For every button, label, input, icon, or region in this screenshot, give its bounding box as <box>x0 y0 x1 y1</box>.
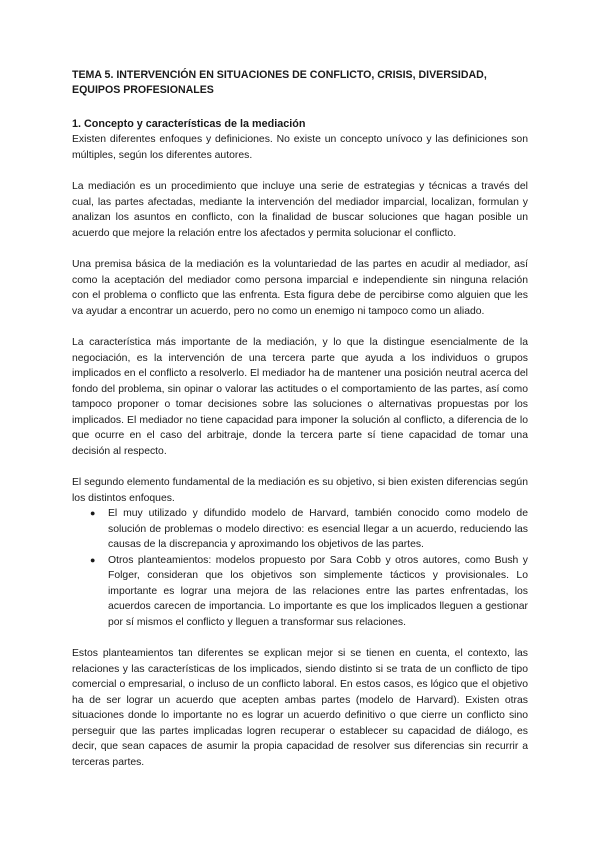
section-heading: 1. Concepto y características de la mediación <box>72 118 306 130</box>
paragraph-objective: El segundo elemento fundamental de la mediación es su objetivo, si bien existen diferencias según los distintos enfoques. <box>72 477 528 504</box>
list-item-text: Otros planteamientos: modelos propuesto por Sara Cobb y otros autores, como Bush y Folger, consideran que los objetivos son simplemente tácticos y provisionales. Lo importante es lograr una mejora de las relaciones entre las partes enfrentadas, los acuerdos carecen de importancia. Lo importante es que los implicados lleguen a gestionar por sí mismos el conflicto y lleguen a transformar sus relaciones. <box>108 554 528 628</box>
paragraph-closing: Estos planteamientos tan diferentes se explican mejor si se tienen en cuenta, el contexto, las relaciones y las características de los implicados, siendo distinto si se trata de un conflicto de tipo comercial o empresarial, o incluso de un conflicto laboral. En estos casos, es lógico que el objetivo ha de ser lograr un acuerdo que acepten ambas partes (modelo de Harvard). Existen otras situaciones donde lo importante no es lograr un acuerdo definitivo o que cierre un conflicto sino perseguir que las partes implicadas logren recuperar o establecer su capacidad de diálogo, es decir, que sean capaces de asumir la propia capacidad de resolver sus diferencias sin recurrir a terceras partes. <box>72 648 528 768</box>
paragraph-main-characteristic: La característica más importante de la mediación, y lo que la distingue esencialmente de la negociación, es la intervención de una tercera parte que ayuda a los individuos o grupos implicados en el conflicto a resolverlo. El mediador ha de mantener una posición neutral acerca del fondo del problema, sin opinar o valorar las actitudes o el comportamiento de las partes, así como tampoco proponer o tomar decisiones sobre las soluciones o alternativas propuestas por los implicados. El mediador no tiene capacidad para imponer la solución al conflicto, a diferencia de lo que ocurre en el caso del arbitraje, donde la tercera parte sí tiene capacidad de tomar una decisión al respecto. <box>72 337 528 457</box>
list-item <box>72 553 528 631</box>
bullet-icon: ● <box>90 508 96 518</box>
list-item <box>72 506 528 553</box>
paragraph-definition: La mediación es un procedimiento que incluye una serie de estrategias y técnicas a través del cual, las partes afectadas, mediante la intervención del mediador imparcial, localizan, formulan y analizan los asuntos en conflicto, con la finalidad de buscar soluciones que hagan posible un acuerdo que mejore la relación entre los afectados y permita solucionar el conflicto. <box>72 181 528 239</box>
paragraph-voluntariness: Una premisa básica de la mediación es la voluntariedad de las partes en acudir al mediador, así como la aceptación del mediador como persona imparcial e independiente sin ninguna relación con el problema o conflicto que las enfrenta. Esta figura debe de percibirse como alguien que les va ayudar a encontrar un acuerdo, pero no como un enemigo ni tampoco como un aliado. <box>72 259 528 317</box>
paragraph-intro: Existen diferentes enfoques y definiciones. No existe un concepto unívoco y las definiciones son múltiples, según los diferentes autores. <box>72 134 528 161</box>
approaches-list <box>72 506 528 630</box>
list-item-text: El muy utilizado y difundido modelo de Harvard, también conocido como modelo de solución de problemas o modelo directivo: es esencial llegar a un acuerdo, reduciendo las causas de la discrepancia y aproximando los objetivos de las partes. <box>108 508 528 550</box>
document-title: TEMA 5. INTERVENCIÓN EN SITUACIONES DE CONFLICTO, CRISIS, DIVERSIDAD, EQUIPOS PROFESIONALES <box>72 69 487 96</box>
bullet-icon: ● <box>90 554 96 565</box>
document-page <box>72 68 528 786</box>
